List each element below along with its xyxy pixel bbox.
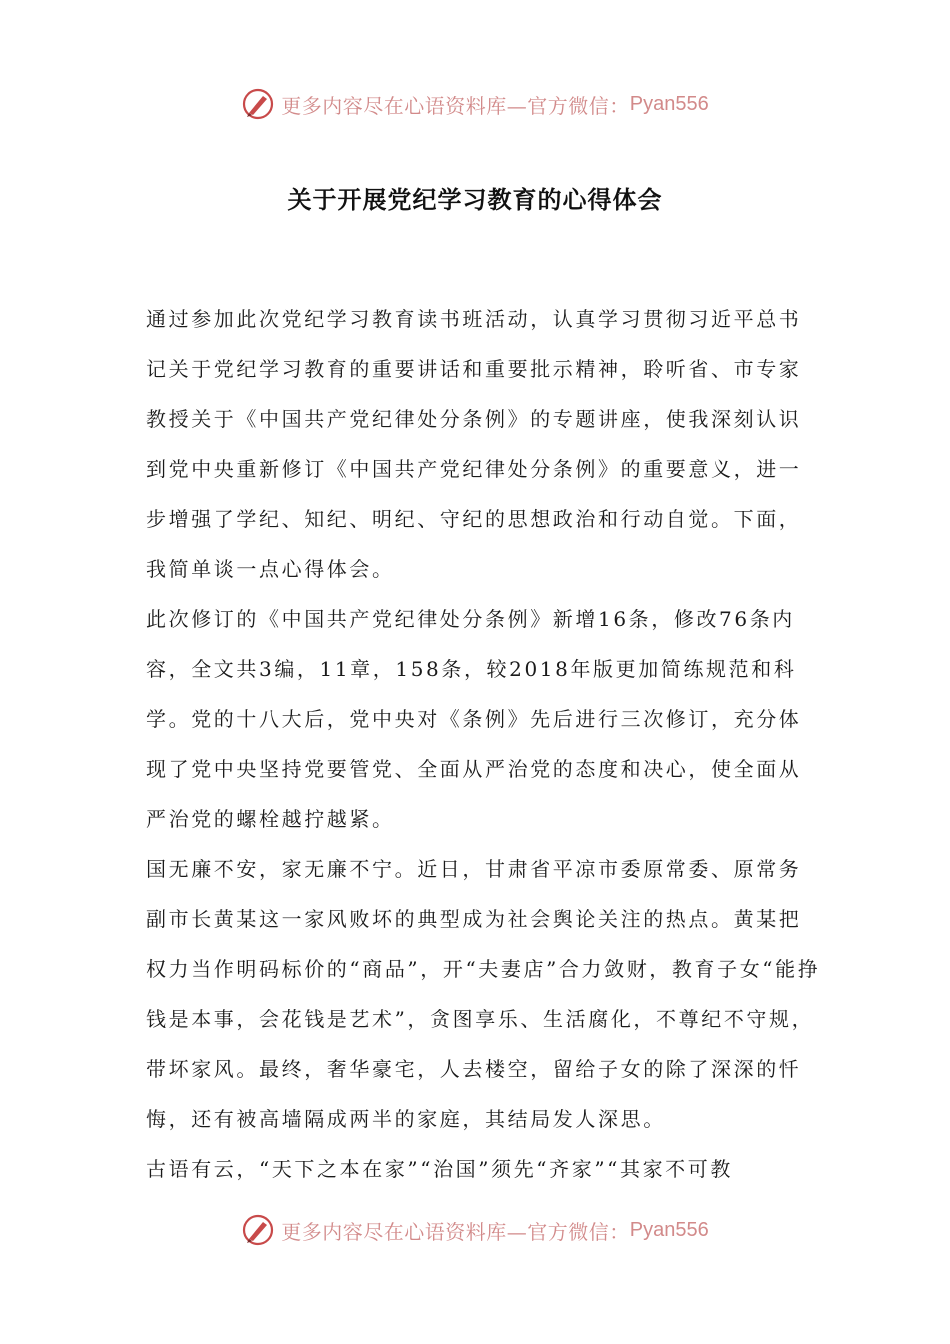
banner-text: 更多内容尽在心语资料库—官方微信： [281, 93, 630, 118]
document-body [146, 294, 822, 1194]
header-banner [0, 82, 950, 126]
pen-logo-icon [241, 1213, 275, 1247]
banner-text: 更多内容尽在心语资料库—官方微信： [281, 1219, 630, 1244]
paragraph-4: 古语有云，“天下之本在家”“治国”须先“齐家”“其家不可教 [146, 1157, 733, 1181]
pen-logo-icon [241, 87, 275, 121]
document-title: 关于开展党纪学习教育的心得体会 [287, 186, 663, 214]
footer-banner [0, 1208, 950, 1252]
paragraph-3: 国无廉不安，家无廉不宁。近日，甘肃省平凉市委原常委、原常务副市长黄某这一家风败坏的典型成为社会舆论关注的热点。黄某把权力当作明码标价的“商品”，开“夫妻店”合力敛财，教育子女“能挣钱是本事，会花钱是艺术”，贪图享乐、生活腐化，不尊纪不守规，带坏家风。最终，奢华豪宅，人去楼空，留给子女的除了深深的忏悔，还有被高墙隔成两半的家庭，其结局发人深思。 [146, 857, 821, 1131]
paragraph-1: 通过参加此次党纪学习教育读书班活动，认真学习贯彻习近平总书记关于党纪学习教育的重要讲话和重要批示精神，聆听省、市专家教授关于《中国共产党纪律处分条例》的专题讲座，使我深刻认识到党中央重新修订《中国共产党纪律处分条例》的重要意义，进一步增强了学纪、知纪、明纪、守纪的思想政治和行动自觉。下面，我简单谈一点心得体会。 [146, 307, 802, 581]
banner-wechat-id: Pyan556 [629, 1218, 709, 1241]
paragraph-2: 此次修订的《中国共产党纪律处分条例》新增16条，修改76条内容，全文共3编，11章，158条，较2018年版更加简练规范和科学。党的十八大后，党中央对《条例》先后进行三次修订，充分体现了党中央坚持党要管党、全面从严治党的态度和决心，使全面从严治党的螺栓越拧越紧。 [146, 607, 802, 831]
banner-wechat-id: Pyan556 [629, 92, 709, 115]
